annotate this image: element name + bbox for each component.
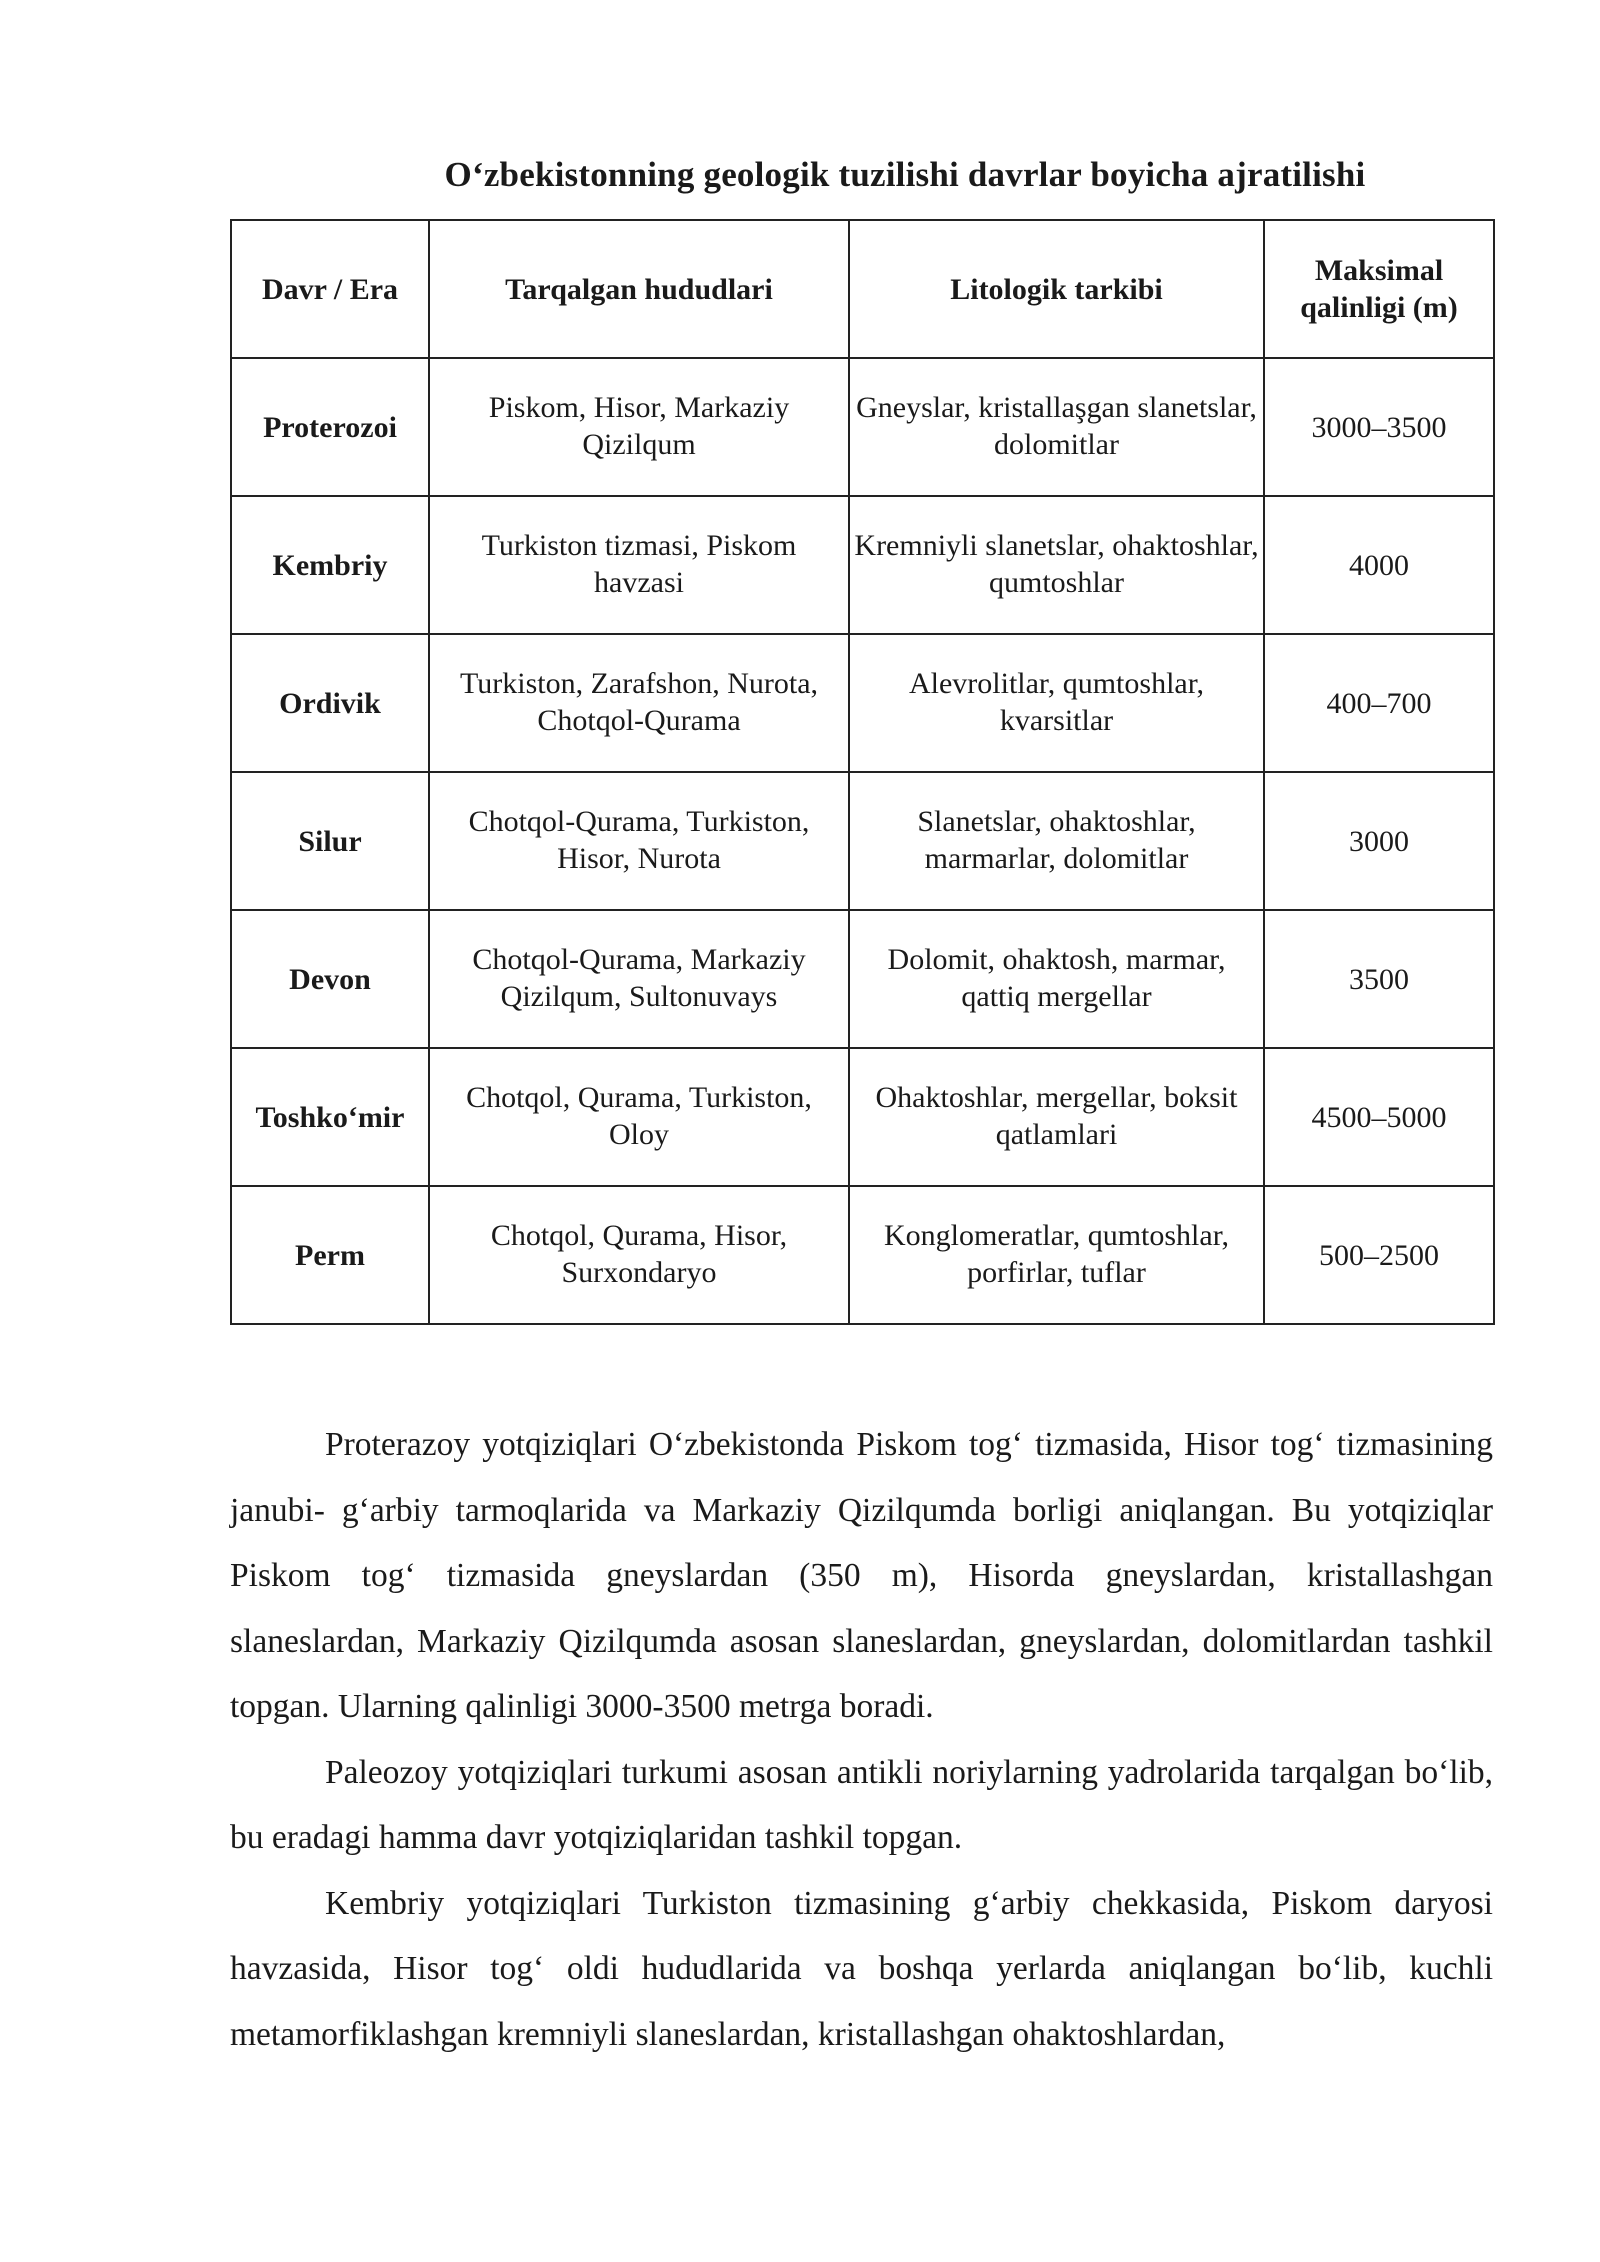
table-row [231,1048,1494,1186]
header-era: Davr / Era [231,220,429,358]
cell-lithology: Alevrolitlar, qumtoshlar, kvarsitlar [849,634,1264,772]
cell-lithology: Konglomeratlar, qumtoshlar, porfirlar, tuflar [849,1186,1264,1324]
cell-era: Toshko‘mir [231,1048,429,1186]
cell-areas: Chotqol-Qurama, Markaziy Qizilqum, Sultonuvays [429,910,849,1048]
cell-era: Silur [231,772,429,910]
cell-thickness: 3000 [1264,772,1494,910]
cell-era: Proterozoi [231,358,429,496]
cell-lithology: Ohaktoshlar, mergellar, boksit qatlamlari [849,1048,1264,1186]
table-row [231,358,1494,496]
cell-areas: Chotqol-Qurama, Turkiston, Hisor, Nurota [429,772,849,910]
cell-thickness: 3000–3500 [1264,358,1494,496]
cell-thickness: 3500 [1264,910,1494,1048]
header-thickness: Maksimal qalinligi (m) [1264,220,1494,358]
cell-era: Ordivik [231,634,429,772]
header-areas: Tarqalgan hududlari [429,220,849,358]
cell-thickness: 500–2500 [1264,1186,1494,1324]
cell-lithology: Dolomit, ohaktosh, marmar, qattiq mergellar [849,910,1264,1048]
header-lithology: Litologik tarkibi [849,220,1264,358]
cell-areas: Piskom, Hisor, Markaziy Qizilqum [429,358,849,496]
cell-lithology: Slanetslar, ohaktoshlar, marmarlar, dolomitlar [849,772,1264,910]
table-row [231,1186,1494,1324]
table-row [231,496,1494,634]
cell-era: Devon [231,910,429,1048]
cell-era: Kembriy [231,496,429,634]
cell-lithology: Gneyslar, kristallaşgan slanetslar, dolomitlar [849,358,1264,496]
cell-areas: Chotqol, Qurama, Hisor, Surxondaryo [429,1186,849,1324]
table-row [231,634,1494,772]
cell-lithology: Kremniyli slanetslar, ohaktoshlar, qumtoshlar [849,496,1264,634]
cell-era: Perm [231,1186,429,1324]
paragraph-paleozoic: Paleozoy yotqiziqlari turkumi asosan antikli noriylarning yadrolarida tarqalgan bo‘lib, bu eradagi hamma davr yotqiziqlaridan tashkil topgan. [230,1753,1493,1856]
table-header-row [231,220,1494,358]
body-text [230,1412,1493,2067]
table-row [231,772,1494,910]
page-title: O‘zbekistonning geologik tuzilishi davrlar boyicha ajratilishi [444,155,1366,194]
cell-areas: Chotqol, Qurama, Turkiston, Oloy [429,1048,849,1186]
cell-thickness: 4500–5000 [1264,1048,1494,1186]
table-row [231,910,1494,1048]
cell-thickness: 400–700 [1264,634,1494,772]
cell-thickness: 4000 [1264,496,1494,634]
paragraph-proterozoic: Proterazoy yotqiziqlari O‘zbekistonda Piskom tog‘ tizmasida, Hisor tog‘ tizmasining janubi- g‘arbiy tarmoqlarida va Markaziy Qizilqumda borligi aniqlangan. Bu yotqiziqlar Piskom tog‘ tizmasida gneyslardan (350 m), Hisorda gneyslardan, kristallashgan slaneslardan, Markaziy Qizilqumda asosan slaneslardan, gneyslardan, dolomitlardan tashkil topgan. Ularning qalinligi 3000-3500 metrga boradi. [230,1426,1493,1725]
cell-areas: Turkiston, Zarafshon, Nurota, Chotqol-Qurama [429,634,849,772]
cell-areas: Turkiston tizmasi, Piskom havzasi [429,496,849,634]
geology-table [230,219,1495,1325]
paragraph-cambrian: Kembriy yotqiziqlari Turkiston tizmasining g‘arbiy chekkasida, Piskom daryosi havzasida, Hisor tog‘ oldi hududlarida va boshqa yerlarda aniqlangan bo‘lib, kuchli metamorfiklashgan kremniyli slaneslardan, kristallashgan ohaktoshlardan, [230,1884,1493,2053]
